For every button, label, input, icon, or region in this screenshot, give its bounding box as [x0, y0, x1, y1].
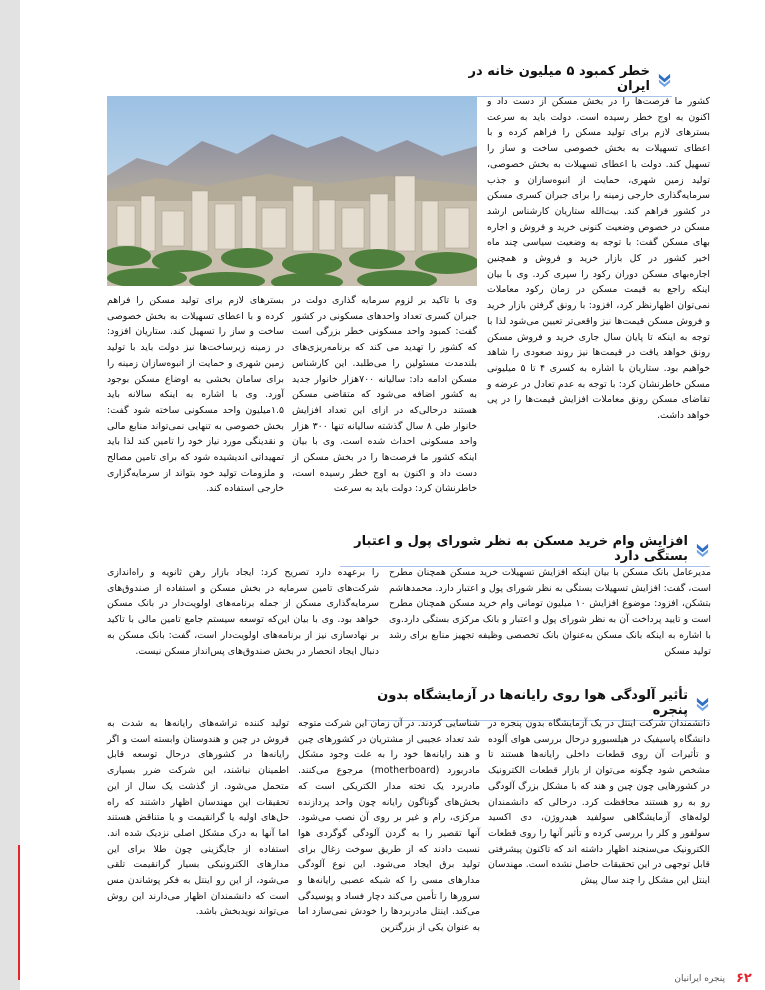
section1-left-text: بسترهای لازم برای تولید مسکن را فراهم کرده و با اعطای تسهیلات به بخش خصوصی ساخت و ساز را تسهیل کند. ستاریان افزود: در زمینه زیرساخت‌ها نیز دولت باید با تولید زمین شهری و حمایت از انبوه‌سازان زمینه را برای سامان بخشی به اوضاع مسکن بوجود آورد. وی با اشاره به اینکه سالانه باید ۱.۵میلیون واحد مسکونی ساخته شود گفت: بخش خصوصی به تنهایی نمی‌تواند منابع مالی و نقدینگی مورد نیاز خود را تامین کند لذا باید تمهیداتی اندیشیده شود که برای تامین مصالح و ملزومات تولید خود بتواند از سرمایه‌گزاری خارجی استفاده کند. [107, 295, 284, 495]
section2-left-text: را برعهده دارد تصریح کرد: ایجاد بازار رهن ثانویه و راه‌اندازی شرکت‌های تامین سرمایه در بخش مسکن و استفاده از صندوق‌های سرمایه‌گذاری مسکن از جمله برنامه‌های اولویت‌دار در بانک مسکن خواهد بود. وی با بیان این‌که توسعه سیستم جامع تامین مالی با تاکید بر نهادسازی نیز از برنامه‌های اولویت‌دار است، گفت: بانک مسکن به دنبال ایجاد انحصار در بخش صندوق‌های پس‌انداز مسکن نیست. [107, 567, 379, 657]
section3-column-2 [298, 716, 480, 946]
section3-column-3 [107, 716, 289, 946]
magazine-name: پنجره ایرانیان [674, 974, 725, 984]
section2-title: افزایش وام خرید مسکن به نظر شورای پول و اعتبار بستگی دارد [354, 534, 688, 564]
section1-middle-column [292, 293, 477, 513]
section2-right-column [389, 565, 711, 665]
section2-heading [340, 534, 710, 567]
section1-title: خطر کمبود ۵ میلیون خانه در ایران [468, 64, 650, 94]
section1-right-text: کشور ما فرصت‌ها را در بخش مسکن از دست داد و اکنون به اوج خطر رسیده است. دولت باید به سرعت بسترهای لازم برای تولید مسکن را فراهم کرده و با اعطای تسهیلات به بخش خصوصی ساخت و ساز را تسهیل کند. دولت با اعطای تسهیلات به بخش خصوصی، تولید زمین شهری، حمایت از انبوه‌سازان و جذب سرمایه‌گذاری خارجی زمینه را برای جبران کسری مسکن در کشور فراهم کند. بیت‌الله ستاریان کارشناس ارشد مسکن در خصوص وضعیت کنونی خرید و فروش و اجاره بهای مسکن گفت: با توجه به وضعیت سیاسی چند ماه اخیر کشور در کل بازار خرید و فروش و همچنین اجاره‌بهای مسکن دوران رکود را سپری کرد. وی با بیان اینکه راجع به قیمت مسکن در زمان رکود معاملات نمی‌توان اظهارنظر کرد، افزود: با رونق گرفتن بازار خرید و فروش مسکن قیمت‌ها نیز واقعی‌تر تعیین می‌شود لذا با توجه به اینکه تا پایان سال جاری خرید و فروش مسکن رونق خواهد یافت در قیمت‌ها نیز روند صعودی را شاهد خواهیم بود. ستاریان با اشاره به کسری ۴ تا ۵ میلیونی مسکن خاطرنشان کرد: با توجه به عدم تعادل در عرضه و تقاضای مسکن رونق معاملات افزایش قیمت‌ها را در پی خواهد داشت. [487, 96, 710, 422]
section3-title: تأثیر آلودگی هوا روی رایانه‌ها در آزمایشگاه بدون پنجره [377, 688, 688, 718]
section1-left-column [107, 293, 284, 513]
double-chevron-icon [695, 696, 710, 711]
double-chevron-icon [657, 72, 672, 87]
section1-right-column [487, 94, 710, 514]
page-gutter [0, 0, 20, 990]
tehran-city-photo [107, 96, 477, 286]
section3-column-1 [488, 716, 710, 946]
page-number: ۶۲ [736, 971, 752, 986]
section3-col1-text: دانشمندان شرکت اینتل در یک آزمایشگاه بدون پنجره در دانشگاه پاسیفیک در هیلسبورو درحال بررسی هوای آلوده و تأثیرات آن روی قطعات داخلی رایانه‌ها هستند تا مشخص شود چگونه می‌توان از بازار قطعات الکترونیک در کشورهایی چون چین و هند که با مشکل بزرگ آلودگی رو به رو هستند محافظت کرد. درحالی که دانشمندان لوله‌های آزمایشگاهی سولفید هیدروژن، دی اکسید سولفور و کلر را بررسی کرده و تأثیر آنها را روی قطعات الکترونیک می‌سنجند اظهار داشته اند که تاکنون پیشرفتی قابل توجهی در این تحقیقات حاصل نشده است. مهندسان اینتل این مشکل را چند سال پیش [488, 718, 710, 887]
section1-middle-text: وی با تاکید بر لزوم سرمایه گذاری دولت در جبران کسری تعداد واحدهای مسکونی در کشور گفت: کمبود واحد مسکونی خطر بزرگی است که کشور را تهدید می کند که برنامه‌ریزی‌های بلندمدت مسئولین را می‌طلبد. این کارشناس مسکن ادامه داد: سالیانه ۷۰۰هزار خانوار جدید به کشور اضافه می‌شود که متقاضی مسکن هستند درحالی‌که در ازای این تعداد افزایش خانوار طی ۸ سال گذشته سالیانه تنها ۳۰۰ هزار واحد مسکونی احداث شده است. وی با بیان اینکه کشور ما فرصت‌ها را در بخش مسکن از دست داد و اکنون به اوج خطر رسیده است، خاطرنشان کرد: دولت باید به سرعت [292, 295, 477, 495]
section2-left-column [107, 565, 379, 665]
double-chevron-icon [695, 542, 710, 557]
section1-heading [456, 64, 672, 97]
city-skyline-illustration [107, 96, 477, 286]
section3-col2-text: شناسایی کردند. در آن زمان این شرکت متوجه شد تعداد عجیبی از مشتریان در کشورهای چین و هند رایانه‌ها خود را به علت وجود مشکل مادربورد (motherboard) مرجوع می‌کنند. مادربرد یک تخته مدار الکتریکی است که بخش‌های گوناگون رایانه چون واحد پردازنده مرکزی، رام و غیر بر روی آن نصب می‌شود. آنها تقصیر را به گردن آلودگی گوگردی هوا نسبت دادند که از طریق سوخت زغال برای تولید برق ایجاد می‌شود. این نوع آلودگی مدارهای مسی را که شبکه عصبی رایانه‌ها و سرورها را تأمین می‌کند دچار فساد و پوسیدگی می‌کند. اینتل مادربردها را خودش نمی‌سازد اما به عنوان یکی از بزرگترین [298, 718, 480, 934]
section2-right-text: مدیرعامل بانک مسکن با بیان اینکه افزایش تسهیلات خرید مسکن همچنان مطرح است، گفت: افزایش تسهیلات بستگی به نظر شورای پول و اعتبار دارد. محمدهاشم بتشکن، افزود: موضوع افزایش ۱۰ میلیون تومانی وام خرید مسکن همچنان مطرح است و تایید پرداخت آن به نظر شورای پول و اعتبار و بانک مرکزی بستگی دارد.وی با اشاره به اینکه بانک مسکن به‌عنوان بانک تخصصی وظیفه تجهیز منابع برای رشد تولید مسکن [389, 567, 711, 657]
section3-col3-text: تولید کننده تراشه‌های رایانه‌ها به شدت به فروش در چین و هندوستان وابسته است و اگر رایانه‌ها در کشورهای درحال توسعه قابل اطمینان نباشند، این شرکت ضرر بسیاری متحمل می‌شود. از گذشت یک سال از این تحقیقات این مهندسان اظهار داشتند که راه حل‌های اولیه یا گرانقیمت و یا متناقض هستند اما آنها به درک مشکل اصلی نزدیک شده اند. استفاده از جایگزینی چون طلا برای این مدارهای الکترونیکی بسیار گرانقیمت تلقی می‌شود، از این رو اینتل به فکر پوشاندن مس است که دانشمندان اظهار می‌دارند این روش می‌تواند نویدبخش باشد. [107, 718, 289, 918]
